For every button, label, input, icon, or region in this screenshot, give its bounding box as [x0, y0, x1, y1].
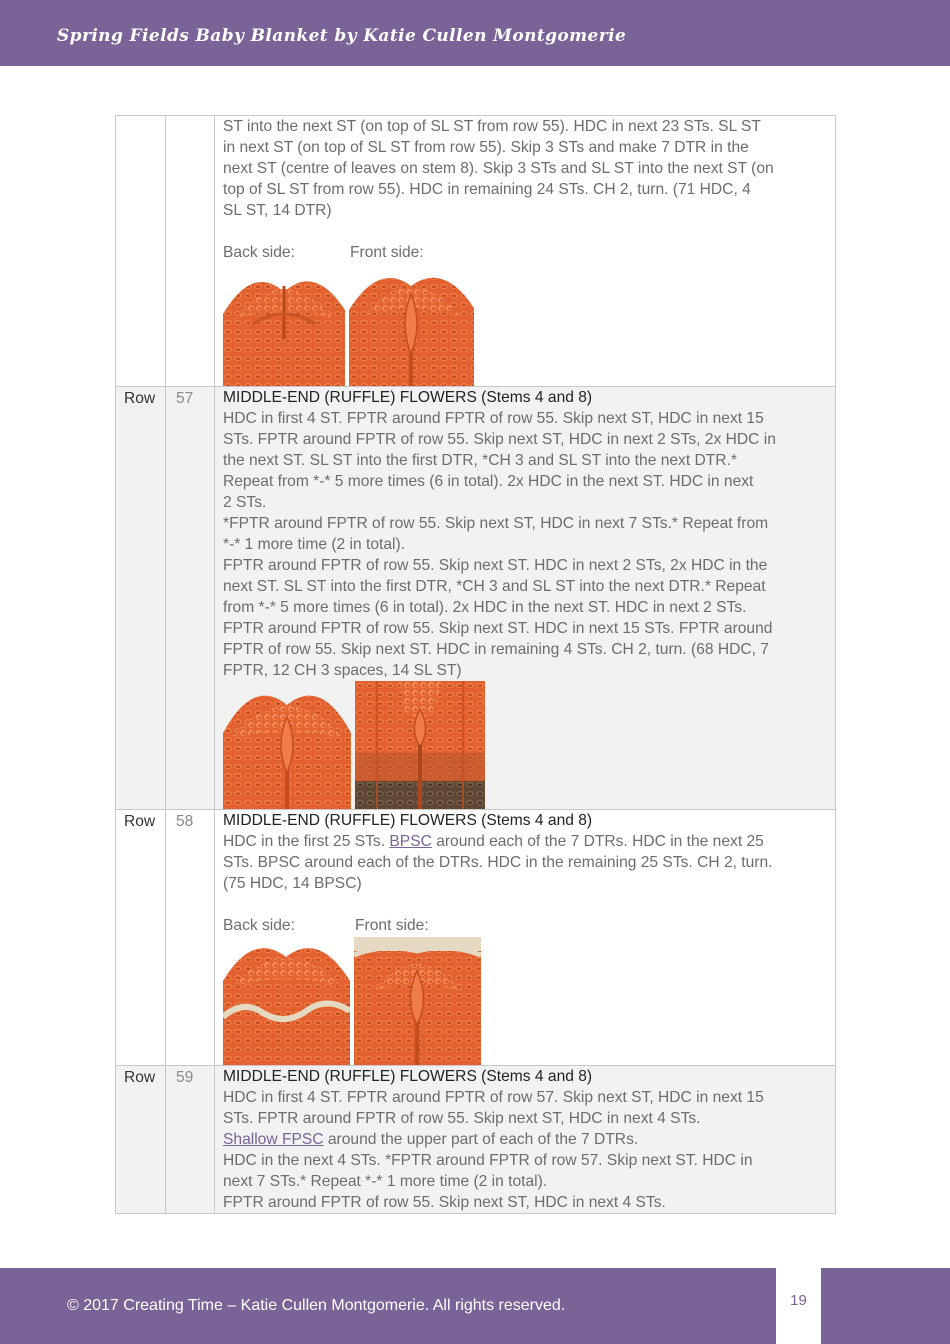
instruction-line: FPTR of row 55. Skip next ST. HDC in remaining 4 STs. CH 2, turn. (68 HDC, 7 [223, 641, 769, 658]
instruction-line: FPTR around FPTR of row 55. Skip next ST, HDC in next 4 STs. [223, 1194, 666, 1211]
back-side-caption: Back side: [223, 917, 295, 934]
row-number-cell [166, 116, 215, 387]
page-number: 19 [790, 1292, 807, 1309]
front-side-caption: Front side: [355, 917, 429, 934]
row-label: Row [124, 813, 156, 830]
row-number-cell [166, 1066, 215, 1214]
instruction-line: in next ST (on top of SL ST from row 55). Skip 3 STs and make 7 DTR in the [223, 139, 749, 156]
instruction-line: from *-* 5 more times (6 in total). 2x HDC in the next ST. HDC in next 2 STs. [223, 599, 747, 616]
row-number-cell [166, 387, 215, 810]
instruction-line: (75 HDC, 14 BPSC) [223, 875, 362, 892]
table-row [116, 116, 836, 387]
line-text: around each of the 7 DTRs. HDC in the next 25 [431, 833, 764, 850]
back-side-photo [223, 937, 350, 1065]
instruction-line: next ST (centre of leaves on stem 8). Skip 3 STs and SL ST into the next ST (on [223, 160, 774, 177]
instruction-cell [215, 1066, 836, 1214]
row-label-cell [116, 810, 166, 1066]
instruction-cell [215, 116, 836, 387]
line-text: HDC in the first 25 STs. [223, 833, 390, 850]
row-heading: MIDDLE-END (RUFFLE) FLOWERS (Stems 4 and 8) [223, 812, 593, 829]
front-side-photo [349, 264, 474, 386]
instruction-line: STs. FPTR around FPTR of row 55. Skip next ST, HDC in next 4 STs. [223, 1110, 701, 1127]
instruction-line: next 7 STs.* Repeat *-* 1 more time (2 in total). [223, 1173, 548, 1190]
row-label-cell [116, 116, 166, 387]
back-side-photo [223, 264, 345, 386]
row-label-cell [116, 387, 166, 810]
row-label-cell [116, 1066, 166, 1214]
pattern-table [115, 115, 836, 1214]
shallow-fpsc-link[interactable]: Shallow FPSC [223, 1131, 324, 1148]
instruction-line: the next ST. SL ST into the first DTR, *CH 3 and SL ST into the next DTR.* [223, 452, 737, 469]
instruction-line: 2 STs. [223, 494, 267, 511]
instruction-line: *-* 1 more time (2 in total). [223, 536, 405, 553]
bpsc-link[interactable]: BPSC [389, 833, 432, 850]
back-side-caption: Back side: [223, 244, 295, 261]
instruction-line: HDC in the next 4 STs. *FPTR around FPTR of row 57. Skip next ST. HDC in [223, 1152, 753, 1169]
table-row [116, 1066, 836, 1214]
instruction-line [223, 831, 829, 852]
row-label: Row [124, 1069, 156, 1086]
row-heading: MIDDLE-END (RUFFLE) FLOWERS (Stems 4 and 8) [223, 1068, 593, 1085]
instruction-line: FPTR, 12 CH 3 spaces, 14 SL ST) [223, 662, 462, 679]
row-number-cell [166, 810, 215, 1066]
row-number: 57 [176, 390, 194, 407]
instruction-line [223, 1129, 829, 1150]
instruction-line: next ST. SL ST into the first DTR, *CH 3 and SL ST into the next DTR.* Repeat [223, 578, 766, 595]
copyright-text: © 2017 Creating Time – Katie Cullen Montgomerie. All rights reserved. [67, 1297, 566, 1314]
line-text: around the upper part of each of the 7 DTRs. [323, 1131, 639, 1148]
page-footer [0, 1268, 950, 1344]
ruffle-flower-photo [223, 681, 351, 809]
row-number: 59 [176, 1069, 194, 1086]
front-side-photo [354, 937, 481, 1065]
instruction-line: FPTR around FPTR of row 55. Skip next ST. HDC in next 2 STs, 2x HDC in the [223, 557, 768, 574]
instruction-line: FPTR around FPTR of row 55. Skip next ST. HDC in next 15 STs. FPTR around [223, 620, 773, 637]
instruction-line: STs. FPTR around FPTR of row 55. Skip next ST, HDC in next 2 STs, 2x HDC in [223, 431, 776, 448]
instruction-cell [215, 387, 836, 810]
photo-captions [223, 242, 829, 263]
instruction-line: STs. BPSC around each of the DTRs. HDC in the remaining 25 STs. CH 2, turn. [223, 854, 773, 871]
instruction-line: SL ST, 14 DTR) [223, 202, 332, 219]
instruction-line: HDC in first 4 ST. FPTR around FPTR of row 57. Skip next ST, HDC in next 15 [223, 1089, 764, 1106]
ruffle-flower-front-photo [355, 681, 485, 809]
instruction-line: Repeat from *-* 5 more times (6 in total). 2x HDC in the next ST. HDC in next [223, 473, 754, 490]
photo-captions [223, 915, 829, 936]
instruction-line: HDC in first 4 ST. FPTR around FPTR of row 55. Skip next ST, HDC in next 15 [223, 410, 764, 427]
row-heading: MIDDLE-END (RUFFLE) FLOWERS (Stems 4 and 8) [223, 389, 593, 406]
front-side-caption: Front side: [350, 244, 424, 261]
table-row [116, 387, 836, 810]
table-row [116, 810, 836, 1066]
instruction-cell [215, 810, 836, 1066]
page-number-box [776, 1268, 821, 1344]
row-label: Row [124, 390, 156, 407]
row-number: 58 [176, 813, 194, 830]
page-header [0, 0, 950, 66]
instruction-line: top of SL ST from row 55). HDC in remaining 24 STs. CH 2, turn. (71 HDC, 4 [223, 181, 751, 198]
header-title: Spring Fields Baby Blanket by Katie Cullen Montgomerie [57, 26, 627, 46]
instruction-line: ST into the next ST (on top of SL ST from row 55). HDC in next 23 STs. SL ST [223, 118, 761, 135]
instruction-line: *FPTR around FPTR of row 55. Skip next ST, HDC in next 7 STs.* Repeat from [223, 515, 769, 532]
